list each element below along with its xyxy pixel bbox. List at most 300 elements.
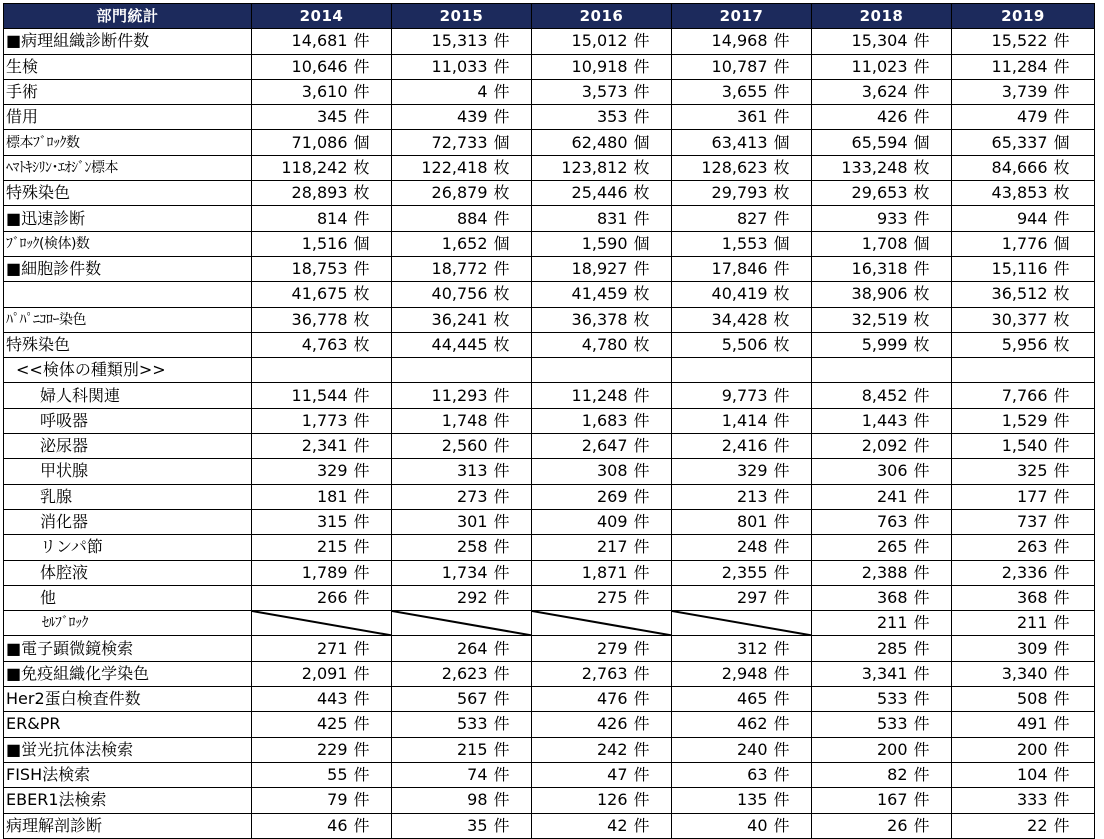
unit-cell: 件 (492, 737, 532, 762)
row-label: 標本ﾌﾞﾛｯｸ数 (4, 130, 252, 155)
value-cell: 737 (952, 509, 1052, 534)
unit-cell: 件 (912, 737, 952, 762)
value-cell: 264 (392, 636, 492, 661)
row-label: 生検 (4, 54, 252, 79)
value-cell: 229 (252, 737, 352, 762)
value-cell: 368 (952, 585, 1052, 610)
unit-cell: 件 (352, 636, 392, 661)
value-cell: 2,948 (672, 661, 772, 686)
value-cell: 301 (392, 509, 492, 534)
value-cell: 426 (532, 712, 632, 737)
value-cell (392, 358, 492, 383)
unit-cell: 件 (492, 206, 532, 231)
unit-cell: 枚 (912, 282, 952, 307)
unit-cell (632, 358, 672, 383)
value-cell: 14,681 (252, 29, 352, 54)
unit-cell: 枚 (912, 155, 952, 180)
unit-cell: 件 (772, 54, 812, 79)
unit-cell: 枚 (352, 181, 392, 206)
unit-cell: 件 (492, 79, 532, 104)
unit-cell: 件 (772, 29, 812, 54)
unit-cell: 件 (352, 737, 392, 762)
unit-cell: 枚 (912, 181, 952, 206)
value-cell: 2,416 (672, 434, 772, 459)
value-cell: 11,248 (532, 383, 632, 408)
unit-cell: 件 (352, 105, 392, 130)
value-cell: 167 (812, 788, 912, 813)
value-cell: 26,879 (392, 181, 492, 206)
value-cell: 353 (532, 105, 632, 130)
unit-cell: 件 (632, 484, 672, 509)
value-cell: 292 (392, 585, 492, 610)
value-cell: 2,623 (392, 661, 492, 686)
unit-cell: 件 (912, 408, 952, 433)
unit-cell: 件 (352, 762, 392, 787)
table-row (4, 383, 1095, 408)
unit-cell: 件 (352, 383, 392, 408)
value-cell: 8,452 (812, 383, 912, 408)
value-cell: 135 (672, 788, 772, 813)
value-cell: 11,023 (812, 54, 912, 79)
value-cell: 42 (532, 813, 632, 838)
unit-cell: 個 (912, 231, 952, 256)
value-cell: 36,241 (392, 307, 492, 332)
year-header-2016: 2016 (532, 4, 672, 29)
value-cell: 3,655 (672, 79, 772, 104)
value-cell (812, 358, 912, 383)
value-cell: 345 (252, 105, 352, 130)
unit-cell: 件 (492, 408, 532, 433)
unit-cell: 枚 (772, 181, 812, 206)
header-row (4, 4, 1095, 29)
value-cell: 273 (392, 484, 492, 509)
value-cell: 84,666 (952, 155, 1052, 180)
value-cell: 14,968 (672, 29, 772, 54)
value-cell: 508 (952, 687, 1052, 712)
unit-cell: 件 (492, 712, 532, 737)
unit-cell: 件 (352, 535, 392, 560)
unit-cell: 個 (912, 130, 952, 155)
value-cell: 181 (252, 484, 352, 509)
unit-cell: 件 (772, 509, 812, 534)
unit-cell: 枚 (632, 181, 672, 206)
row-label: ■病理組織診断件数 (4, 29, 252, 54)
value-cell: 9,773 (672, 383, 772, 408)
value-cell: 215 (252, 535, 352, 560)
unit-cell: 件 (772, 813, 812, 838)
unit-cell: 件 (1052, 636, 1095, 661)
unit-cell: 枚 (492, 307, 532, 332)
table-row (4, 54, 1095, 79)
header-label: 部門統計 (4, 4, 252, 29)
unit-cell: 個 (492, 130, 532, 155)
value-cell: 211 (812, 611, 912, 636)
value-cell: 3,624 (812, 79, 912, 104)
value-cell: 30,377 (952, 307, 1052, 332)
value-cell: 5,999 (812, 332, 912, 357)
year-header-2014: 2014 (252, 4, 392, 29)
not-applicable-cell (252, 611, 392, 636)
value-cell: 814 (252, 206, 352, 231)
value-cell: 269 (532, 484, 632, 509)
unit-cell: 件 (632, 256, 672, 281)
value-cell: 215 (392, 737, 492, 762)
row-label: 特殊染色 (4, 181, 252, 206)
value-cell: 18,753 (252, 256, 352, 281)
value-cell: 5,506 (672, 332, 772, 357)
unit-cell: 件 (772, 737, 812, 762)
unit-cell: 件 (352, 585, 392, 610)
unit-cell: 件 (1052, 661, 1095, 686)
value-cell: 3,340 (952, 661, 1052, 686)
value-cell: 26 (812, 813, 912, 838)
unit-cell: 件 (632, 560, 672, 585)
unit-cell: 件 (1052, 484, 1095, 509)
year-header-2019: 2019 (952, 4, 1095, 29)
value-cell: 285 (812, 636, 912, 661)
unit-cell: 件 (352, 509, 392, 534)
unit-cell: 件 (352, 206, 392, 231)
unit-cell (492, 358, 532, 383)
unit-cell: 件 (772, 408, 812, 433)
value-cell: 36,512 (952, 282, 1052, 307)
value-cell: 40,756 (392, 282, 492, 307)
value-cell: 10,646 (252, 54, 352, 79)
value-cell: 1,773 (252, 408, 352, 433)
value-cell: 200 (952, 737, 1052, 762)
value-cell: 35 (392, 813, 492, 838)
value-cell: 763 (812, 509, 912, 534)
value-cell: 47 (532, 762, 632, 787)
unit-cell: 件 (912, 661, 952, 686)
unit-cell: 件 (352, 79, 392, 104)
value-cell: 3,739 (952, 79, 1052, 104)
table-row (4, 206, 1095, 231)
unit-cell: 件 (772, 459, 812, 484)
value-cell: 11,033 (392, 54, 492, 79)
value-cell: 5,956 (952, 332, 1052, 357)
value-cell: 34,428 (672, 307, 772, 332)
row-label: ■迅速診断 (4, 206, 252, 231)
unit-cell: 件 (1052, 712, 1095, 737)
value-cell: 18,772 (392, 256, 492, 281)
table-row (4, 307, 1095, 332)
diagonal-line (672, 611, 811, 635)
value-cell (252, 358, 352, 383)
unit-cell: 件 (772, 788, 812, 813)
row-label: ■免疫組織化学染色 (4, 661, 252, 686)
unit-cell: 件 (1052, 611, 1095, 636)
row-label (4, 282, 252, 307)
value-cell: 368 (812, 585, 912, 610)
row-label: ER&PR (4, 712, 252, 737)
unit-cell: 件 (492, 585, 532, 610)
unit-cell: 枚 (632, 332, 672, 357)
unit-cell: 件 (352, 484, 392, 509)
value-cell: 242 (532, 737, 632, 762)
unit-cell: 件 (772, 484, 812, 509)
row-label: 消化器 (4, 509, 252, 534)
value-cell: 200 (812, 737, 912, 762)
unit-cell: 件 (492, 535, 532, 560)
unit-cell: 件 (1052, 383, 1095, 408)
unit-cell: 件 (632, 535, 672, 560)
value-cell: 22 (952, 813, 1052, 838)
table-row (4, 762, 1095, 787)
unit-cell: 件 (632, 29, 672, 54)
value-cell: 333 (952, 788, 1052, 813)
unit-cell: 件 (352, 687, 392, 712)
unit-cell: 件 (1052, 256, 1095, 281)
unit-cell: 件 (912, 105, 952, 130)
value-cell: 258 (392, 535, 492, 560)
unit-cell (352, 358, 392, 383)
value-cell: 1,708 (812, 231, 912, 256)
value-cell: 38,906 (812, 282, 912, 307)
unit-cell (1052, 358, 1095, 383)
unit-cell: 個 (492, 231, 532, 256)
value-cell: 944 (952, 206, 1052, 231)
unit-cell: 件 (912, 762, 952, 787)
value-cell: 361 (672, 105, 772, 130)
row-label: 泌尿器 (4, 434, 252, 459)
unit-cell: 件 (1052, 434, 1095, 459)
value-cell: 2,388 (812, 560, 912, 585)
table-row (4, 79, 1095, 104)
value-cell: 2,763 (532, 661, 632, 686)
value-cell: 426 (812, 105, 912, 130)
unit-cell: 件 (912, 611, 952, 636)
unit-cell (772, 358, 812, 383)
unit-cell: 件 (492, 383, 532, 408)
value-cell: 265 (812, 535, 912, 560)
unit-cell: 枚 (772, 332, 812, 357)
table-row (4, 282, 1095, 307)
value-cell: 443 (252, 687, 352, 712)
value-cell: 1,529 (952, 408, 1052, 433)
value-cell: 831 (532, 206, 632, 231)
value-cell: 17,846 (672, 256, 772, 281)
value-cell: 104 (952, 762, 1052, 787)
unit-cell: 枚 (352, 155, 392, 180)
unit-cell: 枚 (632, 307, 672, 332)
unit-cell: 件 (1052, 762, 1095, 787)
unit-cell: 件 (492, 29, 532, 54)
unit-cell: 件 (492, 509, 532, 534)
unit-cell: 件 (632, 585, 672, 610)
value-cell: 82 (812, 762, 912, 787)
unit-cell: 枚 (352, 307, 392, 332)
value-cell: 62,480 (532, 130, 632, 155)
value-cell: 271 (252, 636, 352, 661)
value-cell: 1,414 (672, 408, 772, 433)
unit-cell: 枚 (1052, 155, 1095, 180)
unit-cell: 件 (912, 813, 952, 838)
value-cell: 2,336 (952, 560, 1052, 585)
unit-cell: 枚 (1052, 282, 1095, 307)
row-label: FISH法検索 (4, 762, 252, 787)
value-cell: 15,012 (532, 29, 632, 54)
value-cell: 313 (392, 459, 492, 484)
unit-cell: 件 (492, 813, 532, 838)
row-label: 呼吸器 (4, 408, 252, 433)
value-cell: 241 (812, 484, 912, 509)
row-label: 甲状腺 (4, 459, 252, 484)
not-applicable-cell (532, 611, 672, 636)
table-row (4, 231, 1095, 256)
value-cell: 533 (392, 712, 492, 737)
row-label: 他 (4, 585, 252, 610)
table-row (4, 434, 1095, 459)
unit-cell: 個 (772, 130, 812, 155)
unit-cell: 件 (1052, 54, 1095, 79)
value-cell: 533 (812, 712, 912, 737)
unit-cell: 件 (772, 256, 812, 281)
value-cell: 279 (532, 636, 632, 661)
value-cell: 65,594 (812, 130, 912, 155)
unit-cell: 件 (772, 762, 812, 787)
unit-cell: 件 (352, 560, 392, 585)
value-cell: 312 (672, 636, 772, 661)
unit-cell: 件 (632, 661, 672, 686)
table-row (4, 611, 1095, 636)
diagonal-line (532, 611, 671, 635)
unit-cell: 件 (912, 54, 952, 79)
unit-cell: 件 (632, 206, 672, 231)
row-label: ｾﾙﾌﾞﾛｯｸ (4, 611, 252, 636)
table-row (4, 130, 1095, 155)
value-cell: 10,918 (532, 54, 632, 79)
value-cell: 827 (672, 206, 772, 231)
value-cell: 1,871 (532, 560, 632, 585)
unit-cell: 件 (492, 54, 532, 79)
unit-cell (912, 358, 952, 383)
value-cell: 4,763 (252, 332, 352, 357)
unit-cell: 枚 (912, 307, 952, 332)
unit-cell: 件 (352, 54, 392, 79)
unit-cell: 枚 (1052, 307, 1095, 332)
unit-cell: 件 (912, 712, 952, 737)
value-cell: 465 (672, 687, 772, 712)
value-cell: 55 (252, 762, 352, 787)
unit-cell: 件 (632, 687, 672, 712)
unit-cell: 件 (912, 484, 952, 509)
value-cell: 7,766 (952, 383, 1052, 408)
value-cell: 1,683 (532, 408, 632, 433)
value-cell: 211 (952, 611, 1052, 636)
value-cell (952, 358, 1052, 383)
unit-cell: 件 (632, 105, 672, 130)
unit-cell: 件 (352, 712, 392, 737)
value-cell: 28,893 (252, 181, 352, 206)
value-cell (672, 358, 772, 383)
value-cell: 462 (672, 712, 772, 737)
unit-cell: 件 (632, 788, 672, 813)
value-cell: 1,516 (252, 231, 352, 256)
unit-cell: 件 (632, 54, 672, 79)
value-cell: 15,522 (952, 29, 1052, 54)
unit-cell: 件 (912, 509, 952, 534)
value-cell: 11,544 (252, 383, 352, 408)
unit-cell: 枚 (492, 181, 532, 206)
unit-cell: 件 (632, 712, 672, 737)
value-cell: 25,446 (532, 181, 632, 206)
value-cell: 1,734 (392, 560, 492, 585)
unit-cell: 件 (632, 762, 672, 787)
value-cell: 65,337 (952, 130, 1052, 155)
value-cell: 29,653 (812, 181, 912, 206)
unit-cell: 個 (632, 130, 672, 155)
unit-cell: 枚 (912, 332, 952, 357)
unit-cell: 件 (912, 636, 952, 661)
unit-cell: 件 (1052, 535, 1095, 560)
unit-cell: 件 (352, 459, 392, 484)
unit-cell: 件 (912, 79, 952, 104)
unit-cell: 件 (1052, 687, 1095, 712)
unit-cell: 枚 (492, 282, 532, 307)
unit-cell: 件 (492, 256, 532, 281)
value-cell: 1,553 (672, 231, 772, 256)
value-cell: 3,341 (812, 661, 912, 686)
value-cell: 44,445 (392, 332, 492, 357)
row-label: リンパ節 (4, 535, 252, 560)
unit-cell: 件 (352, 29, 392, 54)
value-cell: 118,242 (252, 155, 352, 180)
unit-cell: 件 (492, 661, 532, 686)
value-cell: 409 (532, 509, 632, 534)
value-cell: 325 (952, 459, 1052, 484)
unit-cell: 件 (912, 206, 952, 231)
table-row (4, 788, 1095, 813)
row-label: ﾌﾞﾛｯｸ(検体)数 (4, 231, 252, 256)
value-cell: 79 (252, 788, 352, 813)
unit-cell: 枚 (1052, 181, 1095, 206)
unit-cell: 件 (1052, 509, 1095, 534)
unit-cell: 件 (352, 434, 392, 459)
table-row (4, 661, 1095, 686)
value-cell: 63,413 (672, 130, 772, 155)
unit-cell: 件 (772, 560, 812, 585)
unit-cell: 件 (772, 79, 812, 104)
row-label: 体腔液 (4, 560, 252, 585)
unit-cell: 件 (632, 813, 672, 838)
unit-cell: 個 (352, 130, 392, 155)
not-applicable-cell (672, 611, 812, 636)
row-label: ■細胞診件数 (4, 256, 252, 281)
value-cell: 240 (672, 737, 772, 762)
unit-cell: 件 (772, 661, 812, 686)
unit-cell: 件 (912, 383, 952, 408)
table-row (4, 181, 1095, 206)
value-cell: 1,443 (812, 408, 912, 433)
unit-cell: 件 (492, 105, 532, 130)
unit-cell: 件 (772, 636, 812, 661)
value-cell: 884 (392, 206, 492, 231)
unit-cell: 件 (1052, 737, 1095, 762)
unit-cell: 件 (632, 408, 672, 433)
value-cell: 15,116 (952, 256, 1052, 281)
row-label: ﾊﾟﾊﾟﾆｺﾛｰ染色 (4, 307, 252, 332)
value-cell: 126 (532, 788, 632, 813)
value-cell: 41,675 (252, 282, 352, 307)
value-cell: 46 (252, 813, 352, 838)
unit-cell: 枚 (632, 282, 672, 307)
table-row (4, 408, 1095, 433)
unit-cell: 件 (912, 434, 952, 459)
value-cell: 1,652 (392, 231, 492, 256)
value-cell: 213 (672, 484, 772, 509)
table-row (4, 509, 1095, 534)
